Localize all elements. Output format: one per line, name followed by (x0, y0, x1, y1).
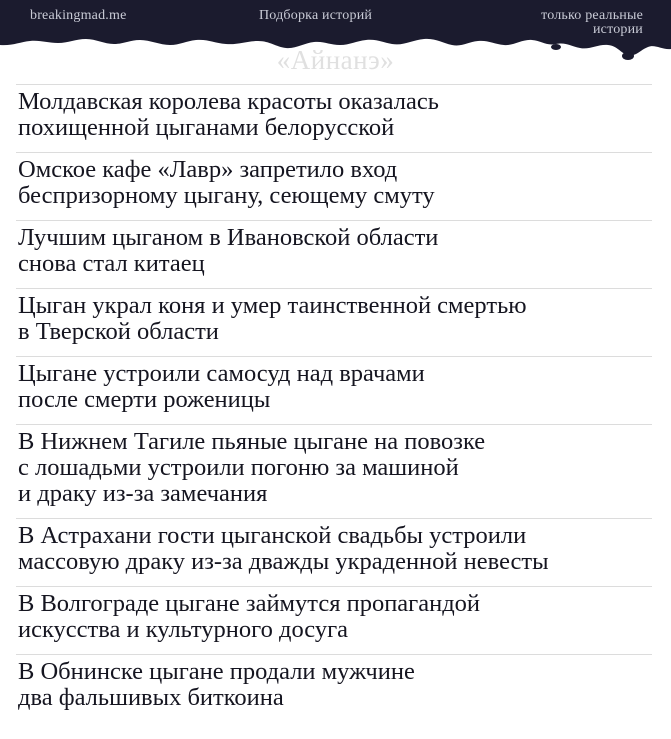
story-title: Омское кафе «Лавр» запретило вход беспризорному цыгану, сеющему смуту (18, 156, 435, 209)
site-link[interactable]: breakingmad.me (30, 8, 127, 23)
tagline: только реальные истории (541, 8, 643, 37)
story-title: Цыгане устроили самосуд над врачами после смерти роженицы (18, 360, 425, 413)
story-title: В Волгограде цыгане займутся пропагандой искусства и культурного досуга (18, 590, 481, 643)
list-item[interactable] (16, 288, 652, 356)
list-item[interactable] (16, 424, 652, 518)
story-title: В Обнинске цыгане продали мужчине два фальшивых биткоина (18, 658, 415, 711)
list-item[interactable] (16, 518, 652, 586)
story-title: Цыган украл коня и умер таинственной смертью в Тверской области (18, 292, 527, 345)
list-item[interactable] (16, 220, 652, 288)
story-list (0, 84, 671, 722)
collection-label: Подборка историй (259, 8, 373, 23)
list-item[interactable] (16, 152, 652, 220)
story-title: Лучшим цыганом в Ивановской области снова стал китаец (18, 224, 439, 277)
list-item[interactable] (16, 84, 652, 152)
list-item[interactable] (16, 356, 652, 424)
topic-title: «Айнанэ» (276, 45, 395, 75)
list-item[interactable] (16, 654, 652, 722)
list-item[interactable] (16, 586, 652, 654)
story-title: В Астрахани гости цыганской свадьбы устроили массовую драку из-за дважды украденной невесты (18, 522, 549, 575)
story-title: Молдавская королева красоты оказалась похищенной цыганами белорусской (18, 88, 439, 141)
story-title: В Нижнем Тагиле пьяные цыгане на повозке с лошадьми устроили погоню за машиной и драку из-за замечания (18, 428, 486, 507)
